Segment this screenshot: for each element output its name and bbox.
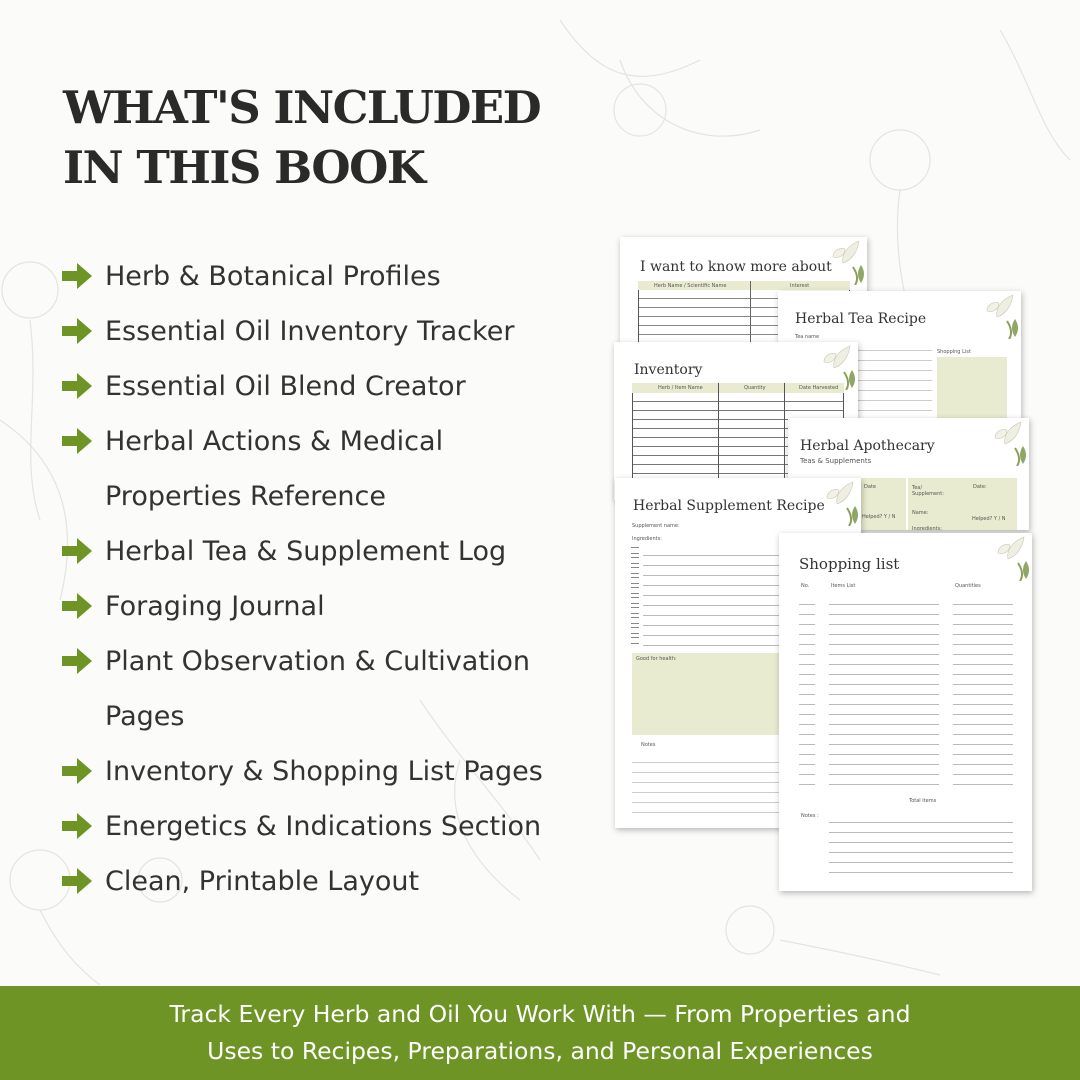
footer-banner [0, 986, 1080, 1080]
page-shopping-list [779, 533, 1032, 891]
page-title: Shopping list [799, 555, 900, 573]
heading-line-2: IN THIS BOOK [63, 141, 425, 194]
footer-line-2: Uses to Recipes, Preparations, and Personal Experiences [207, 1037, 873, 1065]
feature-item: Essential Oil Inventory Tracker [62, 304, 602, 359]
column-header: Quantity [744, 385, 766, 391]
right-arrow-icon [62, 538, 92, 564]
field-label: Notes [641, 742, 656, 748]
column-header: Quantities [955, 583, 981, 589]
feature-item: Plant Observation & Cultivation [62, 634, 602, 689]
page-title: I want to know more about [640, 259, 832, 275]
right-arrow-icon [62, 593, 92, 619]
right-arrow-icon [62, 758, 92, 784]
page-title: Inventory [634, 362, 703, 378]
field-label: Helped? Y / N [862, 514, 896, 520]
right-arrow-icon [62, 868, 92, 894]
right-arrow-icon [62, 813, 92, 839]
field-label: Shopping List [937, 349, 971, 355]
feature-item: Essential Oil Blend Creator [62, 359, 602, 414]
feature-item: Clean, Printable Layout [62, 854, 602, 909]
column-header: Items List [831, 583, 856, 589]
page-title: Herbal Supplement Recipe [633, 498, 825, 514]
field-label: Ingredients: [632, 536, 662, 542]
field-label: Date: [973, 484, 987, 490]
flower-icon [984, 533, 1032, 581]
field-label: Helped? Y / N [972, 516, 1006, 522]
feature-item-continued: Properties Reference [105, 481, 386, 512]
right-arrow-icon [62, 318, 92, 344]
page-title: Herbal Apothecary [800, 438, 935, 454]
right-arrow-icon [62, 263, 92, 289]
footer-line-1: Track Every Herb and Oil You Work With — From Properties and [169, 1000, 911, 1028]
features-list [62, 249, 602, 909]
field-label: Tea name [795, 334, 820, 340]
column-header: Herb / Item Name [658, 385, 703, 391]
feature-item: Herbal Actions & Medical [62, 414, 602, 469]
column-header: Herb Name / Scientific Name [654, 283, 727, 289]
flower-icon [981, 418, 1029, 466]
ingredient-checklist [631, 546, 639, 646]
shopping-box [937, 357, 1007, 419]
feature-item: Foraging Journal [62, 579, 602, 634]
right-arrow-icon [62, 428, 92, 454]
field-label: Tea/ Supplement: [912, 485, 944, 497]
feature-item-continued: Pages [105, 701, 185, 732]
field-label: Name: [912, 510, 929, 516]
column-header: Date Harvested [799, 385, 839, 391]
page-subtitle: Teas & Supplements [800, 457, 872, 465]
field-label: Good for health: [636, 656, 677, 662]
flower-icon [813, 478, 861, 526]
field-label: Supplement name: [632, 523, 680, 529]
column-header: Interest [790, 283, 810, 289]
feature-item: Herb & Botanical Profiles [62, 249, 602, 304]
column-header: No. [801, 583, 810, 589]
page-title: Herbal Tea Recipe [795, 311, 927, 327]
feature-item: Inventory & Shopping List Pages [62, 744, 602, 799]
page-heading [63, 78, 540, 198]
flower-icon [973, 291, 1021, 339]
field-label: Notes : [801, 813, 819, 819]
field-label: Total items [909, 798, 937, 804]
heading-line-1: WHAT'S INCLUDED [63, 81, 541, 134]
right-arrow-icon [62, 373, 92, 399]
page-mockups [610, 230, 1050, 900]
flower-icon [819, 237, 867, 285]
right-arrow-icon [62, 648, 92, 674]
feature-item: Herbal Tea & Supplement Log [62, 524, 602, 579]
field-label: Date [864, 484, 876, 490]
field-label: Ingredients: [912, 526, 942, 530]
feature-item: Energetics & Indications Section [62, 799, 602, 854]
